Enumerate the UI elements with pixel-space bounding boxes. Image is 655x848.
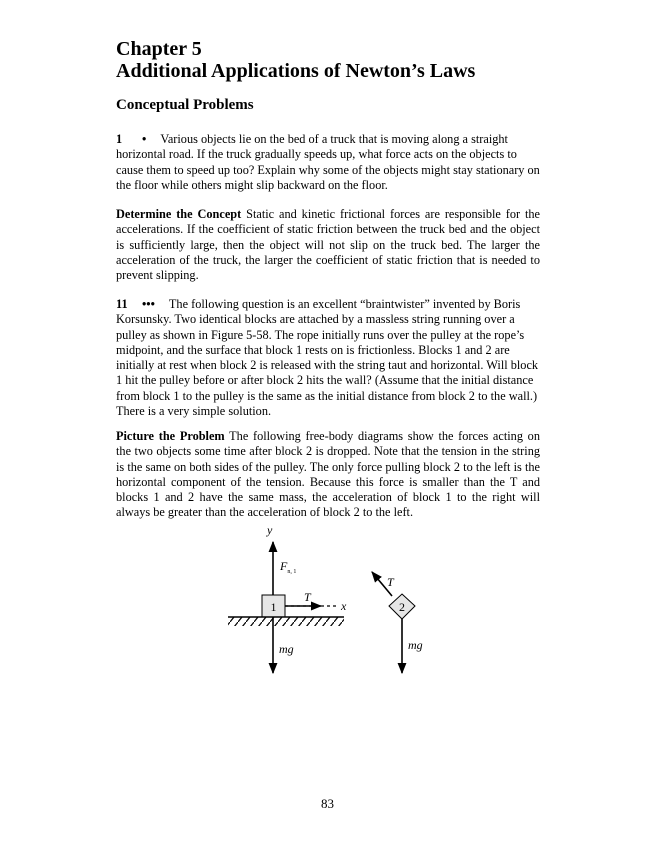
section-title: Conceptual Problems bbox=[116, 97, 254, 113]
page-number: 83 bbox=[321, 796, 334, 811]
problem-1-answer-text: Static and kinetic frictional forces are responsible for the accelerations. If the coefficient of static friction between the truck bed and the object is sufficiently large, then the object will not slip on the truck bed. The larger the acceleration of the truck, the larger the coefficient of static friction that is needed to prevent slipping. bbox=[116, 207, 540, 283]
weight-2-label: mg bbox=[408, 638, 423, 652]
problem-11-answer-text: The following free-body diagrams show the forces acting on the two objects some time after block 2 is dropped. Note that the tension in the string is the same on both sides of the pulley. The only force pulling block 2 to the left is the horizontal component of the tension. Because this force is smaller than the T and blocks 1 and 2 have the same mass, the acceleration of block 1 to the right will always be greater than the acceleration of block 2 to the left. bbox=[116, 429, 540, 520]
weight-1-label: mg bbox=[279, 642, 294, 656]
problem-1-difficulty: • bbox=[142, 132, 147, 146]
problem-11-answer-label: Picture the Problem bbox=[116, 429, 225, 443]
problem-11-number: 11 bbox=[116, 297, 128, 311]
problem-1-text: Various objects lie on the bed of a truck that is moving along a straight horizontal road. If the truck gradually speeds up, what force acts on the objects to cause them to speed up too? Explain why some of the objects might stay stationary on the floor while others might slip backward on the floor. bbox=[116, 132, 540, 192]
free-body-diagrams bbox=[222, 522, 442, 687]
problem-11-difficulty: ••• bbox=[142, 297, 155, 311]
problem-1-statement bbox=[116, 132, 540, 193]
normal-force-label: $F_{n, 1}$ bbox=[280, 559, 297, 575]
problem-1-number: 1 bbox=[116, 132, 123, 146]
tension-2-label: T bbox=[387, 575, 394, 589]
problem-11-statement bbox=[116, 297, 540, 419]
y-axis-label: y bbox=[267, 523, 273, 537]
block-1-label: 1 bbox=[270, 600, 277, 614]
problem-1-answer bbox=[116, 207, 540, 283]
problem-11-answer bbox=[116, 429, 540, 521]
problem-11-text: The following question is an excellent “braintwister” invented by Boris Korsunsky. Two identical blocks are attached by a massless string running over a pulley as shown in Figure 5-58. The rope initially runs over the pulley at the rope’s midpoint, and the surface that block 1 rests on is frictionless. Blocks 1 and 2 are initially at rest when block 2 is released with the string taut and horizontal. Will block 1 hit the pulley before or after block 2 hits the wall? (Assume that the initial distance from block 1 to the pulley is the same as the initial distance from block 2 to the wall.) There is a very simple solution. bbox=[116, 297, 539, 419]
x-axis-label: x bbox=[341, 599, 347, 613]
problem-1-answer-label: Determine the Concept bbox=[116, 207, 242, 221]
block-2-label: 2 bbox=[399, 600, 405, 614]
chapter-heading bbox=[116, 38, 475, 82]
chapter-number: Chapter 5 bbox=[116, 38, 202, 60]
tension-1-label: T bbox=[304, 590, 311, 604]
surface-hatching bbox=[228, 617, 344, 626]
chapter-title: Additional Applications of Newton’s Laws bbox=[116, 60, 476, 82]
